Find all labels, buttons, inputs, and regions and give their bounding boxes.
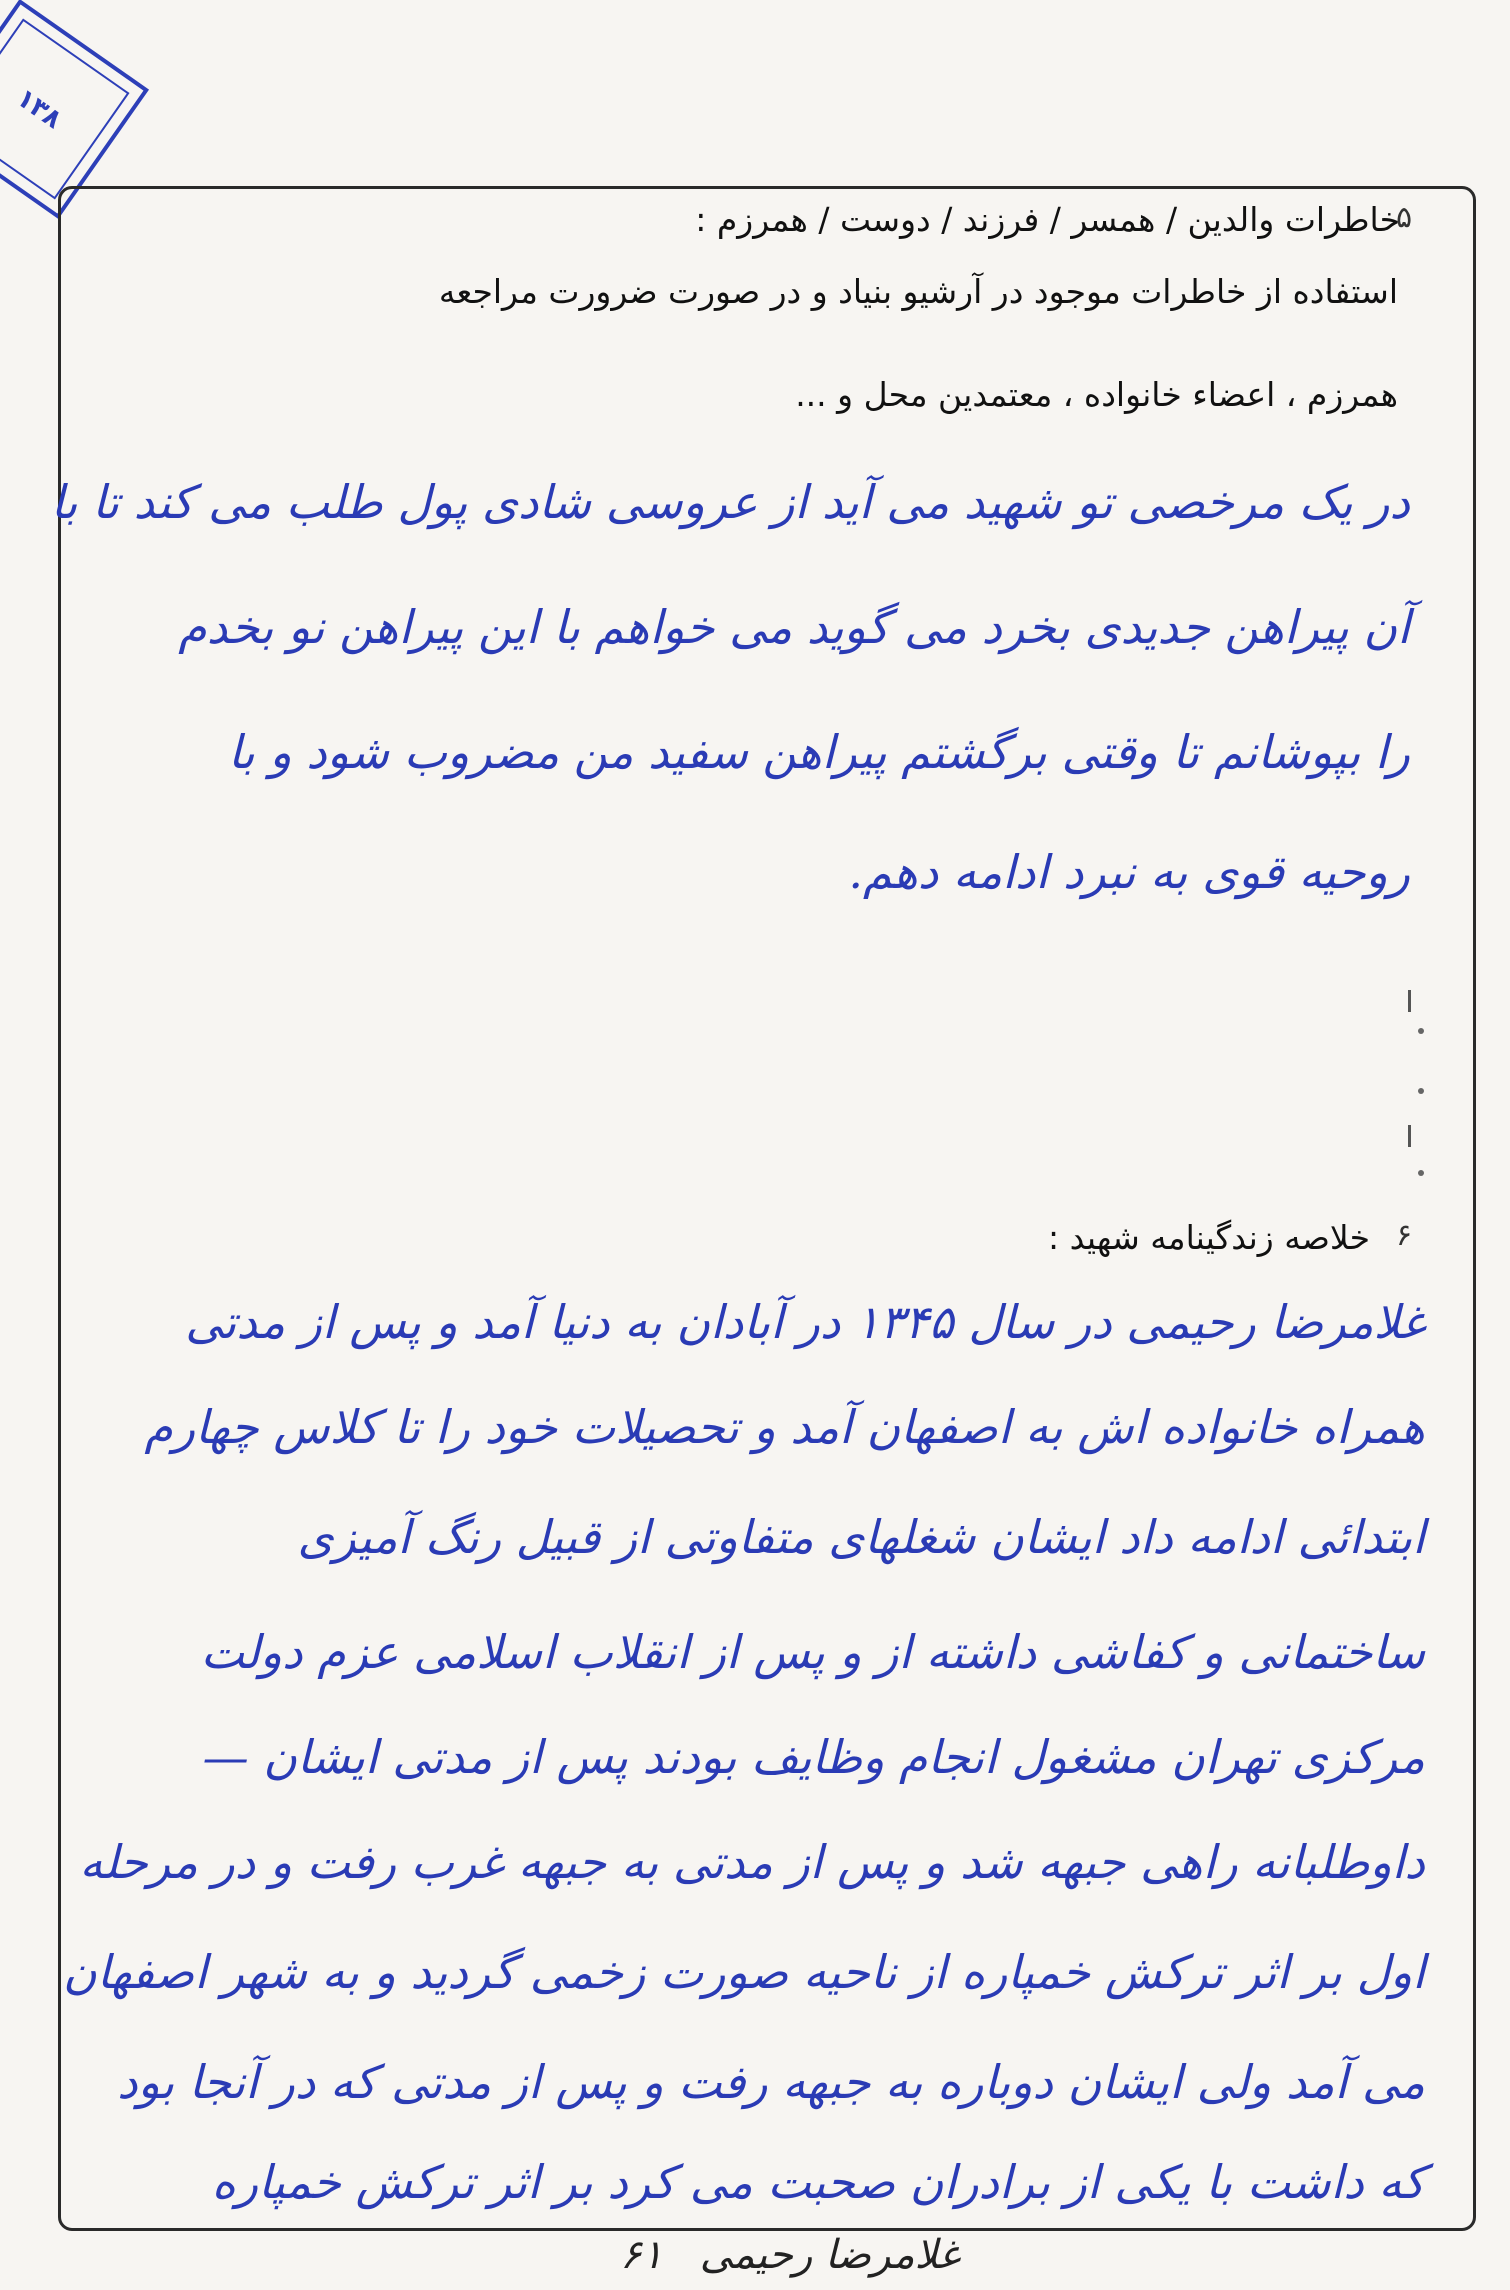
section-5-title: خاطرات والدین / همسر / فرزند / دوست / همرزم :: [695, 200, 1400, 239]
memory-line-3: را بپوشانم تا وقتی برگشتم پیراهن سفید من مضروب شود و با: [228, 725, 1410, 779]
margin-mark: [1418, 1088, 1424, 1094]
margin-mark: [1408, 990, 1411, 1012]
section-5-instruction-line-2: همرزم ، اعضاء خانواده ، معتمدین محل و ...: [795, 375, 1398, 414]
stamp-text: ۱۳۸: [10, 83, 68, 135]
biography-line-9: که داشت با یکی از برادران صحبت می کرد بر اثر ترکش خمپاره: [211, 2155, 1425, 2209]
section-5-instruction-line-1: استفاده از خاطرات موجود در آرشیو بنیاد و در صورت ضرورت مراجعه: [438, 272, 1398, 311]
biography-line-6: داوطلبانه راهی جبهه شد و پس از مدتی به جبهه غرب رفت و در مرحله: [79, 1835, 1425, 1889]
biography-line-5: مرکزی تهران مشغول انجام وظایف بودند پس از مدتی ایشان —: [202, 1730, 1425, 1784]
section-5-number: ۵: [1396, 200, 1413, 235]
section-6-number: ۶: [1396, 1218, 1413, 1253]
memory-line-4: روحیه قوی به نبرد ادامه دهم.: [848, 845, 1410, 899]
margin-mark: [1418, 1170, 1424, 1176]
footer-name: غلامرضا رحیمی: [699, 2232, 960, 2278]
biography-line-8: می آمد ولی ایشان دوباره به جبهه رفت و پس از مدتی که در آنجا بود: [117, 2055, 1425, 2109]
footer-page-number: ۶۱: [620, 2232, 663, 2278]
stamp-inner-border: [0, 18, 130, 199]
margin-mark: [1418, 1028, 1424, 1034]
biography-line-1: غلامرضا رحیمی در سال ۱۳۴۵ در آبادان به دنیا آمد و پس از مدتی: [185, 1295, 1425, 1349]
footer-signature: [620, 2232, 959, 2278]
biography-line-2: همراه خانواده اش به اصفهان آمد و تحصیلات خود را تا کلاس چهارم: [144, 1400, 1425, 1454]
memory-line-2: آن پیراهن جدیدی بخرد می گوید می خواهم با این پیراهن نو بخدم: [178, 600, 1410, 654]
biography-line-3: ابتدائی ادامه داد ایشان شغلهای متفاوتی از قبیل رنگ آمیزی: [297, 1510, 1425, 1564]
margin-mark: [1408, 1125, 1411, 1147]
memory-line-1: در یک مرخصی تو شهید می آید از عروسی شادی پول طلب می کند تا با: [50, 475, 1410, 529]
biography-line-7: اول بر اثر ترکش خمپاره از ناحیه صورت زخمی گردید و به شهر اصفهان: [63, 1945, 1425, 1999]
biography-line-4: ساختمانی و کفاشی داشته از و پس از انقلاب اسلامی عزم دولت: [200, 1625, 1425, 1679]
section-6-title: خلاصه زندگینامه شهید :: [1047, 1218, 1370, 1257]
